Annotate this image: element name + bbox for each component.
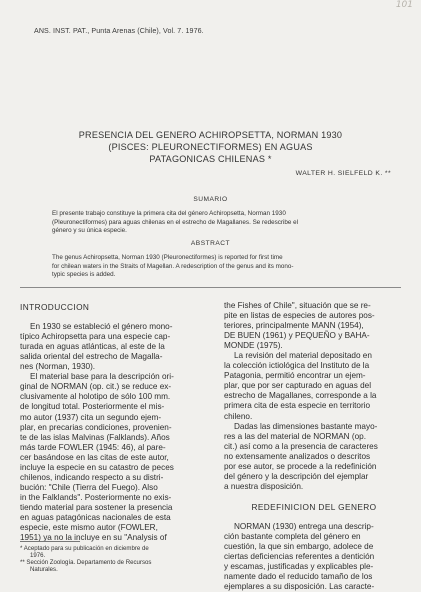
body-line: cit.) así como a la presencia de caracteres bbox=[224, 441, 378, 451]
body-line: especie, este mismo autor (FOWLER, bbox=[20, 523, 158, 533]
sumario-line: El presente trabajo constituye la primera cita del género Achiropsetta, Norman 1930 bbox=[52, 210, 286, 217]
body-line: típico Achiropsetta para una especie cap- bbox=[20, 332, 171, 342]
body-line: tiendo material para sostener la presencia bbox=[20, 502, 173, 512]
footnote-divider bbox=[20, 541, 80, 542]
body-line: por ese autor, se procede a la redefinición bbox=[224, 461, 377, 471]
body-line: cer basándose en las citas de este autor, bbox=[20, 452, 169, 462]
body-line: te de las islas Malvinas (Falklands). Años bbox=[20, 432, 170, 442]
abstract-line: for chilean waters in the Straits of Magellan. A redescription of the genus and its mono- bbox=[52, 262, 294, 270]
body-line: de longitud total. Posteriormente el mis- bbox=[20, 402, 165, 412]
body-line: plar, que por ser capturado en aguas del bbox=[224, 381, 372, 391]
body-line: chilenos, indicando respecto a su distri- bbox=[20, 472, 164, 482]
body-line: ginal de NORMAN (op. cit.) se reduce ex- bbox=[20, 382, 172, 392]
abstract-text bbox=[52, 254, 374, 280]
body-line: chileno. bbox=[224, 411, 253, 421]
author-name: WALTER H. SIELFELD K. ** bbox=[295, 170, 391, 177]
footnote-line: * Aceptado para su publicación en diciembre de bbox=[20, 545, 149, 552]
body-line: no extensamente analizados o descritos bbox=[224, 451, 371, 461]
body-line: salida oriental del estrecho de Magalla- bbox=[20, 352, 163, 362]
left-column bbox=[20, 302, 198, 543]
sumario-heading: SUMARIO bbox=[193, 196, 228, 203]
body-line: primera cita de esta especie en territorio bbox=[224, 401, 371, 411]
section-divider bbox=[20, 287, 401, 288]
abstract-line: The genus Achiropsetta, Norman 1930 (Pleuronectiformes) is reported for first time bbox=[52, 254, 283, 261]
body-line: estrecho de Magallanes, corresponde a la bbox=[224, 391, 377, 401]
body-line: ejemplares a su disposición. Las caracte- bbox=[224, 582, 375, 592]
body-line: res a las del material de NORMAN (op. bbox=[224, 431, 366, 441]
body-line: incluye la especie en su catastro de peces bbox=[20, 462, 174, 472]
body-line: a nuestra disposición. bbox=[224, 481, 304, 491]
introduccion-heading: INTRODUCCION bbox=[20, 302, 90, 312]
body-line bbox=[224, 492, 404, 502]
body-line bbox=[224, 512, 404, 522]
title-line-1: PRESENCIA DEL GENERO ACHIROPSETTA, NORMAN 1930 bbox=[78, 130, 343, 140]
body-line: bución: "Chile (Tierra del Fuego). Also bbox=[20, 482, 158, 492]
sumario-line: (Pleuronectiformes) para aguas chilenas en el estrecho de Magallanes. Se redescribe el bbox=[52, 218, 299, 226]
body-line: in the Falklands". Posteriormente no exis- bbox=[20, 492, 172, 502]
footnote-line: Naturales. bbox=[30, 566, 58, 574]
sumario-line: género y su única especie. bbox=[52, 227, 127, 235]
sumario-text bbox=[52, 210, 374, 236]
body-line: En 1930 se estableció el género mono- bbox=[30, 322, 173, 332]
body-line: ción bastante completa del género en bbox=[224, 532, 361, 542]
title-line-3: PATAGONICAS CHILENAS * bbox=[149, 154, 272, 165]
footnotes bbox=[20, 545, 198, 573]
body-line: ciertas deficiencias referentes a dentición bbox=[224, 552, 375, 562]
body-line: MONDE (1975). bbox=[224, 341, 283, 351]
body-line: plar, en precarias condiciones, provenien- bbox=[20, 422, 172, 432]
body-line: Dadas las dimensiones bastante mayo- bbox=[234, 421, 378, 431]
body-line: en aguas patagónicas nacionales de esta bbox=[20, 512, 171, 522]
footnote-line: 1976. bbox=[30, 552, 46, 560]
body-line: y escamas, justificadas y explicables ple- bbox=[224, 562, 374, 572]
body-line: NORMAN (1930) entrega una descrip- bbox=[234, 522, 374, 532]
corner-handwritten-mark: 101 bbox=[395, 0, 413, 10]
body-line bbox=[20, 312, 198, 322]
body-line: nes (Norman, 1930). bbox=[20, 362, 96, 372]
body-line: más tarde FOWLER (1945: 46), al pare- bbox=[20, 442, 166, 452]
body-line: the Fishes of Chile", situación que se re- bbox=[224, 301, 371, 310]
body-line: La revisión del material depositado en bbox=[234, 351, 372, 361]
body-line: 1951) ya no la incluye en su "Analysis of bbox=[20, 533, 167, 543]
article-title bbox=[20, 129, 401, 166]
footnote-line: ** Sección Zoología. Departamento de Recursos bbox=[20, 559, 152, 567]
body-line: DE BUEN (1961) y PEQUEÑO y BAHA- bbox=[224, 331, 370, 341]
body-line: clusivamente al holotipo de sólo 100 mm. bbox=[20, 392, 171, 402]
redefinicion-heading: REDEFINICION DEL GENERO bbox=[251, 501, 377, 512]
body-line: pite en listas de especies de autores pos- bbox=[224, 311, 375, 321]
title-line-2: (PISCES: PLEURONECTIFORMES) EN AGUAS bbox=[108, 142, 313, 153]
body-line: teriores, principalmente MANN (1954), bbox=[224, 321, 364, 331]
abstract-heading: ABSTRACT bbox=[190, 240, 231, 247]
right-column bbox=[224, 301, 404, 592]
body-line: del género y la descripción del ejemplar bbox=[224, 471, 369, 481]
body-line: la colección ictiológica del Instituto de la bbox=[224, 361, 370, 371]
journal-header: ANS. INST. PAT., Punta Arenas (Chile), Vol. 7. 1976. bbox=[34, 27, 204, 35]
body-line: Patagonia, permitió encontrar un ejem- bbox=[224, 371, 366, 381]
body-line: mo autor (1937) cita un segundo ejem- bbox=[20, 412, 162, 422]
abstract-line: typic species is added. bbox=[52, 271, 116, 279]
body-line: namente dado el reducido tamaño de los bbox=[224, 572, 373, 582]
body-line: turada en aguas atlánticas, al este de la bbox=[20, 342, 165, 352]
body-line: cuestión, la que sin embargo, adolece de bbox=[224, 542, 374, 552]
body-line: El material base para la descripción ori- bbox=[30, 372, 174, 382]
